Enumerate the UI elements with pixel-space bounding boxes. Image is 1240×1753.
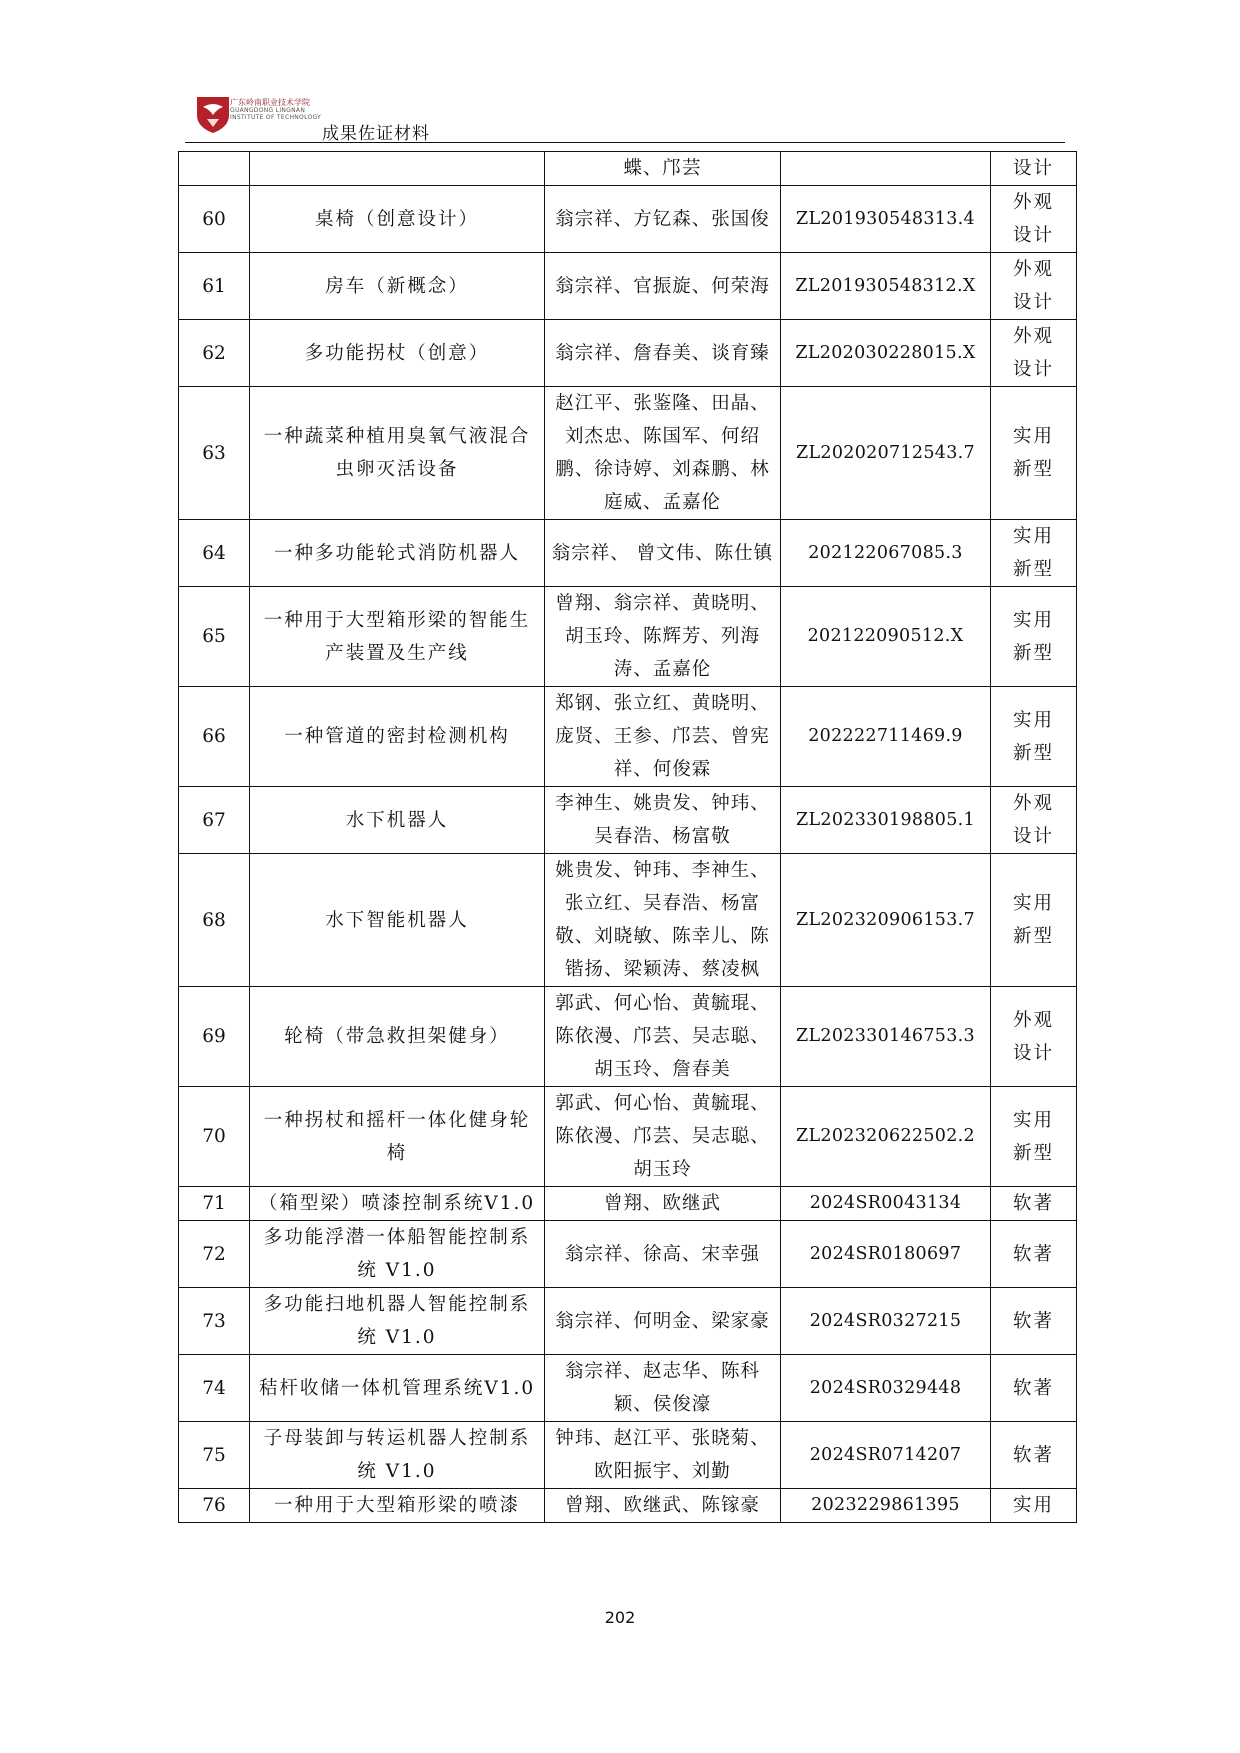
patent-number-cell: ZL201930548312.X (781, 253, 991, 320)
row-number-cell: 64 (179, 520, 250, 587)
table-row (179, 253, 1077, 320)
patent-number-cell (781, 152, 991, 186)
project-name-cell: 一种用于大型箱形梁的喷漆 (250, 1489, 545, 1523)
project-name-cell: 多功能浮潜一体船智能控制系统 V1.0 (250, 1221, 545, 1288)
table-row (179, 1221, 1077, 1288)
patent-number-cell: ZL202330198805.1 (781, 787, 991, 854)
patent-number-cell: ZL202320622502.2 (781, 1087, 991, 1187)
project-name-cell: 一种多功能轮式消防机器人 (250, 520, 545, 587)
patent-number-cell: 2024SR0180697 (781, 1221, 991, 1288)
school-logo-icon (193, 93, 233, 135)
inventors-cell: 钟玮、赵江平、张晓菊、欧阳振宇、刘勤 (545, 1422, 781, 1489)
table-row (179, 520, 1077, 587)
project-name-cell: （箱型梁）喷漆控制系统V1.0 (250, 1187, 545, 1221)
table-row (179, 1288, 1077, 1355)
row-number-cell: 63 (179, 387, 250, 520)
table-row (179, 320, 1077, 387)
patent-number-cell: 202222711469.9 (781, 687, 991, 787)
inventors-cell: 曾翔、欧继武、陈镓豪 (545, 1489, 781, 1523)
patent-type-cell: 外观 设计 (991, 320, 1077, 387)
patent-number-cell: ZL202030228015.X (781, 320, 991, 387)
patent-number-cell: ZL202330146753.3 (781, 987, 991, 1087)
inventors-cell: 郑钢、张立红、黄晓明、庞贤、王参、邝芸、曾宪祥、何俊霖 (545, 687, 781, 787)
row-number-cell: 75 (179, 1422, 250, 1489)
achievements-table (178, 151, 1077, 1523)
inventors-cell: 曾翔、翁宗祥、黄晓明、胡玉玲、陈辉芳、列海涛、孟嘉伦 (545, 587, 781, 687)
project-name-cell: 水下机器人 (250, 787, 545, 854)
row-number-cell: 67 (179, 787, 250, 854)
inventors-cell: 蝶、邝芸 (545, 152, 781, 186)
patent-type-cell: 实用 新型 (991, 1087, 1077, 1187)
inventors-cell: 曾翔、欧继武 (545, 1187, 781, 1221)
table-row (179, 1087, 1077, 1187)
patent-number-cell: 202122090512.X (781, 587, 991, 687)
school-name-en-line1: GUANGDONG LINGNAN (230, 107, 306, 114)
row-number-cell: 61 (179, 253, 250, 320)
table-row (179, 1355, 1077, 1422)
table-row (179, 387, 1077, 520)
project-name-cell: 子母装卸与转运机器人控制系统 V1.0 (250, 1422, 545, 1489)
table-row (179, 687, 1077, 787)
patent-type-cell: 软著 (991, 1288, 1077, 1355)
header-divider (185, 142, 1065, 143)
patent-type-cell: 软著 (991, 1221, 1077, 1288)
patent-number-cell: ZL202020712543.7 (781, 387, 991, 520)
patent-type-cell: 实用 新型 (991, 520, 1077, 587)
inventors-cell: 翁宗祥、赵志华、陈科颖、侯俊濠 (545, 1355, 781, 1422)
patent-type-cell: 实用 新型 (991, 854, 1077, 987)
project-name-cell: 桌椅（创意设计） (250, 186, 545, 253)
patent-type-cell: 外观 设计 (991, 987, 1077, 1087)
page-number: 202 (604, 1608, 636, 1627)
inventors-cell: 赵江平、张鉴隆、田晶、刘杰忠、陈国军、何绍鹏、徐诗婷、刘森鹏、林庭威、孟嘉伦 (545, 387, 781, 520)
patent-type-cell: 实用 (991, 1489, 1077, 1523)
project-name-cell: 水下智能机器人 (250, 854, 545, 987)
row-number-cell: 68 (179, 854, 250, 987)
row-number-cell: 71 (179, 1187, 250, 1221)
inventors-cell: 郭武、何心怡、黄毓琨、陈依漫、邝芸、吴志聪、胡玉玲 (545, 1087, 781, 1187)
row-number-cell: 60 (179, 186, 250, 253)
project-name-cell: 一种用于大型箱形梁的智能生产装置及生产线 (250, 587, 545, 687)
inventors-cell: 郭武、何心怡、黄毓琨、陈依漫、邝芸、吴志聪、胡玉玲、詹春美 (545, 987, 781, 1087)
table-row (179, 787, 1077, 854)
patent-type-cell: 软著 (991, 1422, 1077, 1489)
table-row (179, 186, 1077, 253)
patent-type-cell: 设计 (991, 152, 1077, 186)
row-number-cell (179, 152, 250, 186)
row-number-cell: 74 (179, 1355, 250, 1422)
project-name-cell: 一种蔬菜种植用臭氧气液混合虫卵灭活设备 (250, 387, 545, 520)
patent-type-cell: 外观 设计 (991, 253, 1077, 320)
inventors-cell: 姚贵发、钟玮、李神生、张立红、吴春浩、杨富敬、刘晓敏、陈幸儿、陈锴扬、梁颖涛、蔡凌枫 (545, 854, 781, 987)
patent-number-cell: 2023229861395 (781, 1489, 991, 1523)
project-name-cell: 多功能拐杖（创意） (250, 320, 545, 387)
project-name-cell: 多功能扫地机器人智能控制系统 V1.0 (250, 1288, 545, 1355)
patent-type-cell: 外观 设计 (991, 186, 1077, 253)
row-number-cell: 65 (179, 587, 250, 687)
inventors-cell: 翁宗祥、徐高、宋幸强 (545, 1221, 781, 1288)
patent-type-cell: 实用 新型 (991, 687, 1077, 787)
header-title: 成果佐证材料 (322, 124, 430, 144)
patent-type-cell: 软著 (991, 1355, 1077, 1422)
patent-type-cell: 外观 设计 (991, 787, 1077, 854)
patent-type-cell: 实用 新型 (991, 587, 1077, 687)
school-name-cn: 广东岭南职业技术学院 (230, 98, 310, 107)
inventors-cell: 翁宗祥、何明金、梁家豪 (545, 1288, 781, 1355)
table-row (179, 587, 1077, 687)
inventors-cell: 翁宗祥、方钇森、张国俊 (545, 186, 781, 253)
inventors-cell: 翁宗祥、詹春美、谈育臻 (545, 320, 781, 387)
patent-type-cell: 实用 新型 (991, 387, 1077, 520)
table-row (179, 854, 1077, 987)
table-body (179, 152, 1077, 1523)
patent-number-cell: ZL202320906153.7 (781, 854, 991, 987)
inventors-cell: 李神生、姚贵发、钟玮、吴春浩、杨富敬 (545, 787, 781, 854)
patent-number-cell: 2024SR0043134 (781, 1187, 991, 1221)
project-name-cell: 一种管道的密封检测机构 (250, 687, 545, 787)
row-number-cell: 70 (179, 1087, 250, 1187)
inventors-cell: 翁宗祥、 曾文伟、陈仕镇 (545, 520, 781, 587)
patent-number-cell: 2024SR0714207 (781, 1422, 991, 1489)
patent-number-cell: 2024SR0327215 (781, 1288, 991, 1355)
row-number-cell: 69 (179, 987, 250, 1087)
patent-type-cell: 软著 (991, 1187, 1077, 1221)
project-name-cell (250, 152, 545, 186)
patent-number-cell: 2024SR0329448 (781, 1355, 991, 1422)
school-name-en-line2: INSTITUTE OF TECHNOLOGY (230, 114, 322, 121)
table-row (179, 1422, 1077, 1489)
page-header (185, 85, 1065, 145)
project-name-cell: 一种拐杖和摇杆一体化健身轮椅 (250, 1087, 545, 1187)
table-row (179, 1489, 1077, 1523)
project-name-cell: 房车（新概念） (250, 253, 545, 320)
patent-number-cell: ZL201930548313.4 (781, 186, 991, 253)
row-number-cell: 73 (179, 1288, 250, 1355)
table-row (179, 152, 1077, 186)
project-name-cell: 轮椅（带急救担架健身） (250, 987, 545, 1087)
project-name-cell: 秸杆收储一体机管理系统V1.0 (250, 1355, 545, 1422)
row-number-cell: 72 (179, 1221, 250, 1288)
row-number-cell: 62 (179, 320, 250, 387)
table-row (179, 1187, 1077, 1221)
table-row (179, 987, 1077, 1087)
row-number-cell: 66 (179, 687, 250, 787)
row-number-cell: 76 (179, 1489, 250, 1523)
patent-number-cell: 202122067085.3 (781, 520, 991, 587)
inventors-cell: 翁宗祥、官振旋、何荣海 (545, 253, 781, 320)
